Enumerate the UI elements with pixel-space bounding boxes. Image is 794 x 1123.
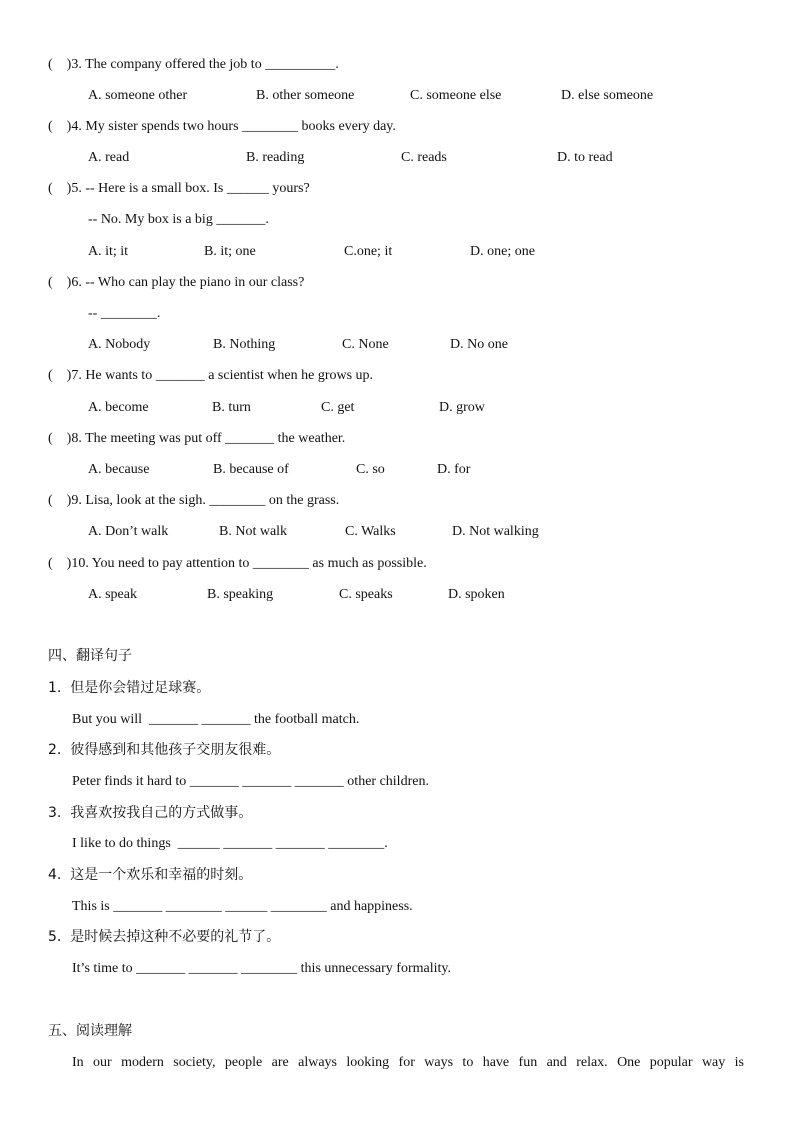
option-d: D. to read	[557, 150, 613, 165]
option-a: A. it; it	[88, 244, 129, 259]
option-d: D. for	[437, 462, 471, 477]
option-c: C.one; it	[344, 244, 393, 259]
option-c: C. so	[356, 462, 385, 477]
option-a: A. Don’t walk	[88, 524, 169, 539]
option-d: D. one; one	[470, 244, 535, 259]
question-stem: ( )8. The meeting was put off _______ the weather.	[48, 431, 346, 446]
chinese-sentence: 3. 我喜欢按我自己的方式做事。	[48, 805, 253, 821]
question-stem: ( )4. My sister spends two hours ________ books every day.	[48, 119, 396, 134]
question-stem: ( )7. He wants to _______ a scientist when he grows up.	[48, 368, 374, 383]
section-title: 四、翻译句子	[48, 648, 132, 664]
option-d: D. grow	[439, 400, 485, 415]
option-b: B. Nothing	[213, 337, 276, 352]
option-d: D. No one	[450, 337, 508, 352]
option-a: A. speak	[88, 587, 137, 602]
option-b: B. turn	[212, 400, 251, 415]
chinese-sentence: 4. 这是一个欢乐和幸福的时刻。	[48, 867, 253, 883]
option-c: C. someone else	[410, 88, 502, 103]
english-blank-sentence: I like to do things ______ _______ _______ ________.	[72, 836, 388, 851]
option-b: B. reading	[246, 150, 305, 165]
option-b: B. because of	[213, 462, 289, 477]
english-blank-sentence: It’s time to _______ _______ ________ this unnecessary formality.	[72, 961, 451, 976]
english-blank-sentence: This is _______ ________ ______ ________ and happiness.	[72, 899, 413, 914]
option-a: A. become	[88, 400, 149, 415]
question-sub: -- No. My box is a big _______.	[88, 212, 269, 227]
chinese-sentence: 5. 是时候去掉这种不必要的礼节了。	[48, 929, 281, 945]
reading-passage: In our modern society, people are always looking for ways to have fun and relax. One popular way is	[72, 1055, 744, 1070]
section-title: 五、阅读理解	[48, 1023, 132, 1039]
option-c: C. get	[321, 400, 355, 415]
option-d: D. Not walking	[452, 524, 539, 539]
option-d: D. spoken	[448, 587, 505, 602]
question-stem: ( )9. Lisa, look at the sigh. ________ on the grass.	[48, 493, 340, 508]
question-stem: ( )6. -- Who can play the piano in our class?	[48, 275, 305, 290]
option-b: B. Not walk	[219, 524, 288, 539]
question-stem: ( )5. -- Here is a small box. Is ______ yours?	[48, 181, 310, 196]
english-blank-sentence: But you will _______ _______ the football match.	[72, 712, 360, 727]
option-b: B. it; one	[204, 244, 256, 259]
option-a: A. read	[88, 150, 130, 165]
chinese-sentence: 1. 但是你会错过足球赛。	[48, 680, 211, 696]
english-blank-sentence: Peter finds it hard to _______ _______ _______ other children.	[72, 774, 429, 789]
option-c: C. None	[342, 337, 389, 352]
question-stem: ( )10. You need to pay attention to ________ as much as possible.	[48, 556, 427, 571]
option-a: A. Nobody	[88, 337, 151, 352]
option-d: D. else someone	[561, 88, 654, 103]
option-b: B. speaking	[207, 587, 274, 602]
option-b: B. other someone	[256, 88, 355, 103]
option-a: A. because	[88, 462, 150, 477]
question-sub: -- ________.	[88, 306, 161, 321]
option-c: C. speaks	[339, 587, 393, 602]
option-c: C. Walks	[345, 524, 396, 539]
chinese-sentence: 2. 彼得感到和其他孩子交朋友很难。	[48, 742, 281, 758]
option-c: C. reads	[401, 150, 447, 165]
option-a: A. someone other	[88, 88, 188, 103]
question-stem: ( )3. The company offered the job to __________.	[48, 57, 339, 72]
